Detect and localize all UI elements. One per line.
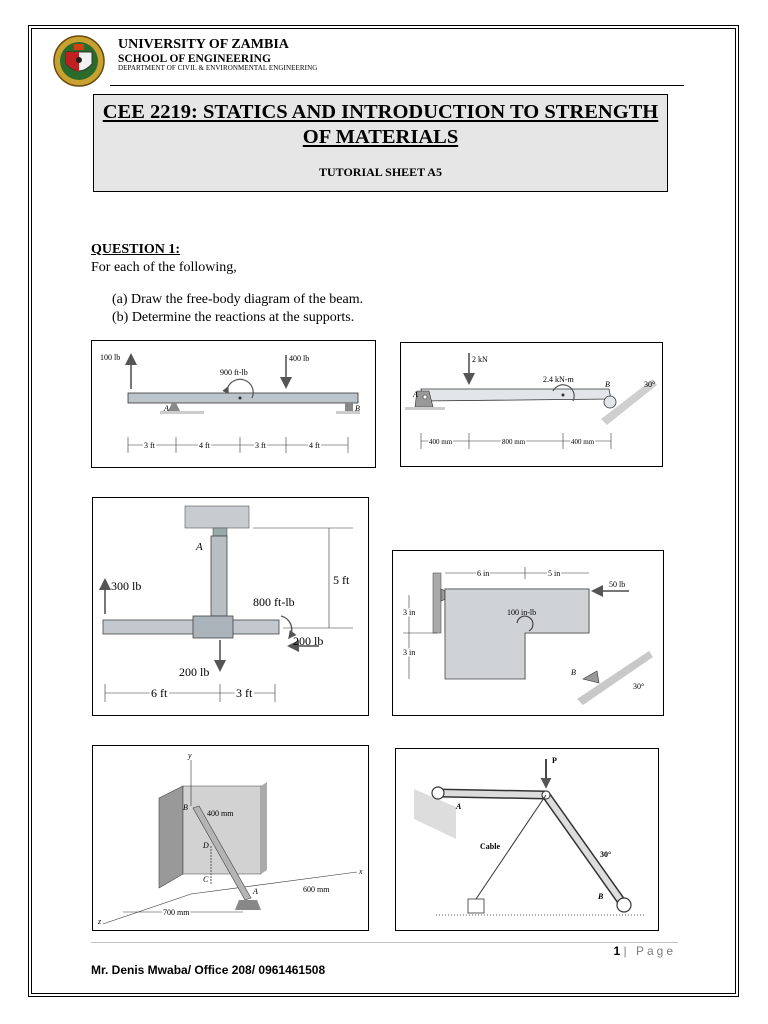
f5-point-a: A [253, 887, 258, 896]
f5-point-b: B [183, 803, 188, 812]
f1-support-b: B [355, 404, 360, 413]
f3-dim-2: 3 ft [236, 686, 253, 700]
f5-dim-2: 600 mm [303, 885, 330, 894]
f2-moment: 2.4 kN-m [543, 375, 574, 384]
f1-dim-3: 3 ft [255, 441, 266, 450]
question-items [112, 291, 363, 327]
title-box [93, 94, 668, 192]
f5-dim-3: 700 mm [163, 908, 190, 917]
f4-dim-side-2: 3 in [403, 648, 416, 657]
f3-support: A [196, 541, 203, 553]
f2-dim-1: 400 mm [429, 438, 453, 446]
f2-angle: 30° [644, 380, 656, 389]
f5-point-c: C [203, 875, 209, 884]
university-name: UNIVERSITY OF ZAMBIA [118, 37, 289, 52]
f5-axis-x: x [359, 867, 363, 876]
f4-moment: 100 in-lb [507, 608, 537, 617]
department-name: DEPARTMENT OF CIVIL & ENVIRONMENTAL ENGINEERING [118, 63, 318, 72]
f2-support-b: B [605, 380, 610, 389]
f3-load-down: 200 lb [179, 665, 210, 679]
question-intro: For each of the following, [91, 260, 237, 275]
f4-force: 50 lb [609, 580, 626, 589]
f5-dim-1: 400 mm [207, 809, 234, 818]
school-name: SCHOOL OF ENGINEERING [118, 52, 271, 65]
figure-frame-cable [395, 748, 659, 931]
question-item-a: (a) Draw the free-body diagram of the beam. [112, 292, 364, 307]
page-number-value: 1 [613, 944, 621, 958]
f3-height: 5 ft [333, 573, 350, 587]
f4-dim-top-1: 6 in [477, 569, 490, 578]
f6-cable: Cable [480, 842, 500, 851]
f3-dim-1: 6 ft [151, 686, 168, 700]
f1-dim-4: 4 ft [309, 441, 320, 450]
footer-rule [91, 942, 678, 943]
institution-header [118, 38, 317, 72]
f4-dim-top-2: 5 in [548, 569, 561, 578]
f1-support-a: A [164, 404, 169, 413]
f3-force-right: 200 lb [293, 634, 324, 648]
f1-load-left: 100 lb [100, 353, 121, 362]
f6-point-b: B [598, 892, 604, 901]
f2-load: 2 kN [472, 355, 488, 364]
f3-load-left: 300 lb [111, 579, 142, 593]
figure-plate [392, 550, 664, 716]
f5-axis-z: z [98, 917, 102, 926]
f1-load-right: 400 lb [289, 354, 310, 363]
f2-dim-3: 400 mm [571, 438, 595, 446]
figure-t-frame [92, 497, 369, 716]
f6-point-a: A [456, 802, 462, 811]
f4-dim-side-1: 3 in [403, 608, 416, 617]
question-item-b: (b) Determine the reactions at the supports. [112, 310, 355, 325]
f6-load: P [552, 756, 557, 765]
f5-point-d: D [203, 841, 209, 850]
f1-dim-2: 4 ft [199, 441, 210, 450]
page-number [613, 944, 676, 958]
f1-moment: 900 ft-lb [220, 368, 248, 377]
figure-beam-2 [400, 342, 663, 467]
f4-support-b: B [571, 668, 576, 677]
question-heading: QUESTION 1: [91, 242, 181, 257]
f2-dim-2: 800 mm [502, 438, 526, 446]
f4-angle: 30° [633, 682, 645, 691]
tutorial-sheet-title: TUTORIAL SHEET A5 [319, 165, 442, 179]
page-label: | Page [623, 944, 676, 958]
figure-beam-1 [91, 340, 376, 468]
f5-axis-y: y [188, 751, 192, 760]
f1-dim-1: 3 ft [144, 441, 155, 450]
f2-support-a: A [413, 390, 418, 399]
footer-author: Mr. Denis Mwaba/ Office 208/ 0961461508 [91, 963, 326, 977]
figure-3d-rod [92, 745, 369, 931]
university-crest-logo [52, 34, 106, 88]
f6-angle: 30° [600, 850, 612, 859]
f3-moment: 800 ft-lb [253, 595, 295, 609]
header-rule [110, 85, 684, 86]
course-title: CEE 2219: STATICS AND INTRODUCTION TO STRENGTH OF MATERIALS [102, 101, 659, 148]
